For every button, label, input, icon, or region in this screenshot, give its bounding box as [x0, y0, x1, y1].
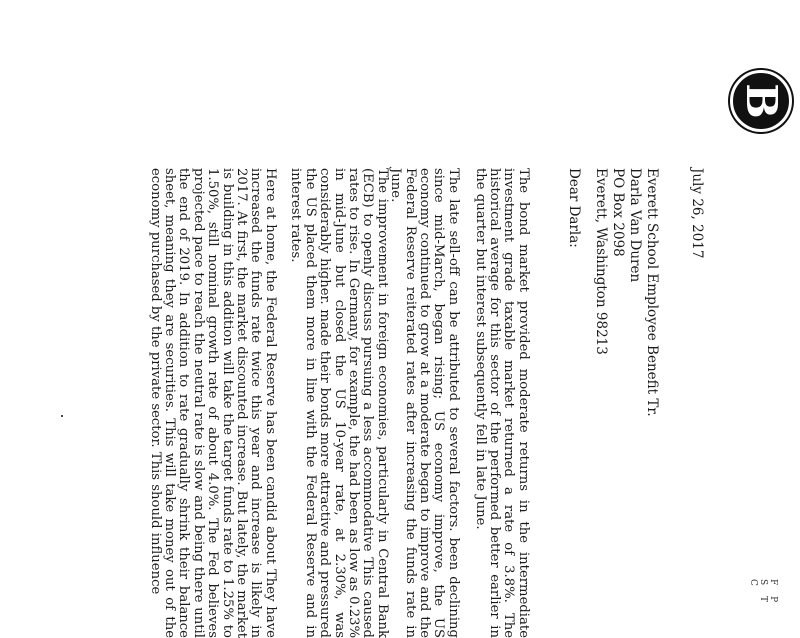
- scan-speck: [61, 415, 63, 417]
- body-paragraph: The bond market provided moderate returns in the intermediate investment grade taxable market returned a rate of 3.8%. The historical average for this sector of the performed better earlier in the quarter but interest subsequently fell in late June.: [472, 168, 531, 638]
- body-paragraph: The late sell-off can be attributed to several factors. been declining since mid-March, began rising; US economy improve, the US economy continued to grow at a moderate began to improve and the Federal Reserve reiterated rates after increasing the funds rate in June.: [388, 168, 461, 638]
- letter-date: July 26, 2017: [689, 168, 705, 259]
- address-line: Everett, Washington 98213: [593, 168, 609, 355]
- salutation: Dear Darla:: [566, 168, 582, 248]
- company-logo: [730, 70, 792, 132]
- logo-letter: B: [737, 83, 786, 119]
- address-line: PO Box 2098: [610, 168, 626, 257]
- body-paragraph: Here at home, the Federal Reserve has been candid about They have increased the funds rate twice this year and increase is likely in 2017. At first, the market discounted increase. But lately, the market is building in this addition will take the target funds rate to 1.25% to 1.50%, still nominal growth rate of about 4.0%. The Fed believes projected pace to reach the neutral rate is slow and being there until the end of 2019. In addition to rate gradually shrink their balance sheet, meaning they are securities. This will take money out of the economy purchased by the private sector. This should influence: [147, 168, 278, 638]
- address-line: Darla Van Duren: [627, 168, 643, 283]
- address-line: Everett School Employee Benefit Tr.: [644, 168, 660, 417]
- body-paragraph: The improvement in foreign economies, particularly in Central Bank (ECB) to openly discuss pursuing a less accommodative This caused rates to rise. In Germany, for example, the had been as low as 0.23% in mid-June but closed the US 10-year rate, at 2.30%, was considerably higher. made their bonds more attractive and pressured the US placed them more in line with the Federal Reserve and in interest rates.: [288, 168, 390, 638]
- recipient-address: [592, 168, 660, 417]
- side-margin-marks: F P S T C: [748, 579, 778, 607]
